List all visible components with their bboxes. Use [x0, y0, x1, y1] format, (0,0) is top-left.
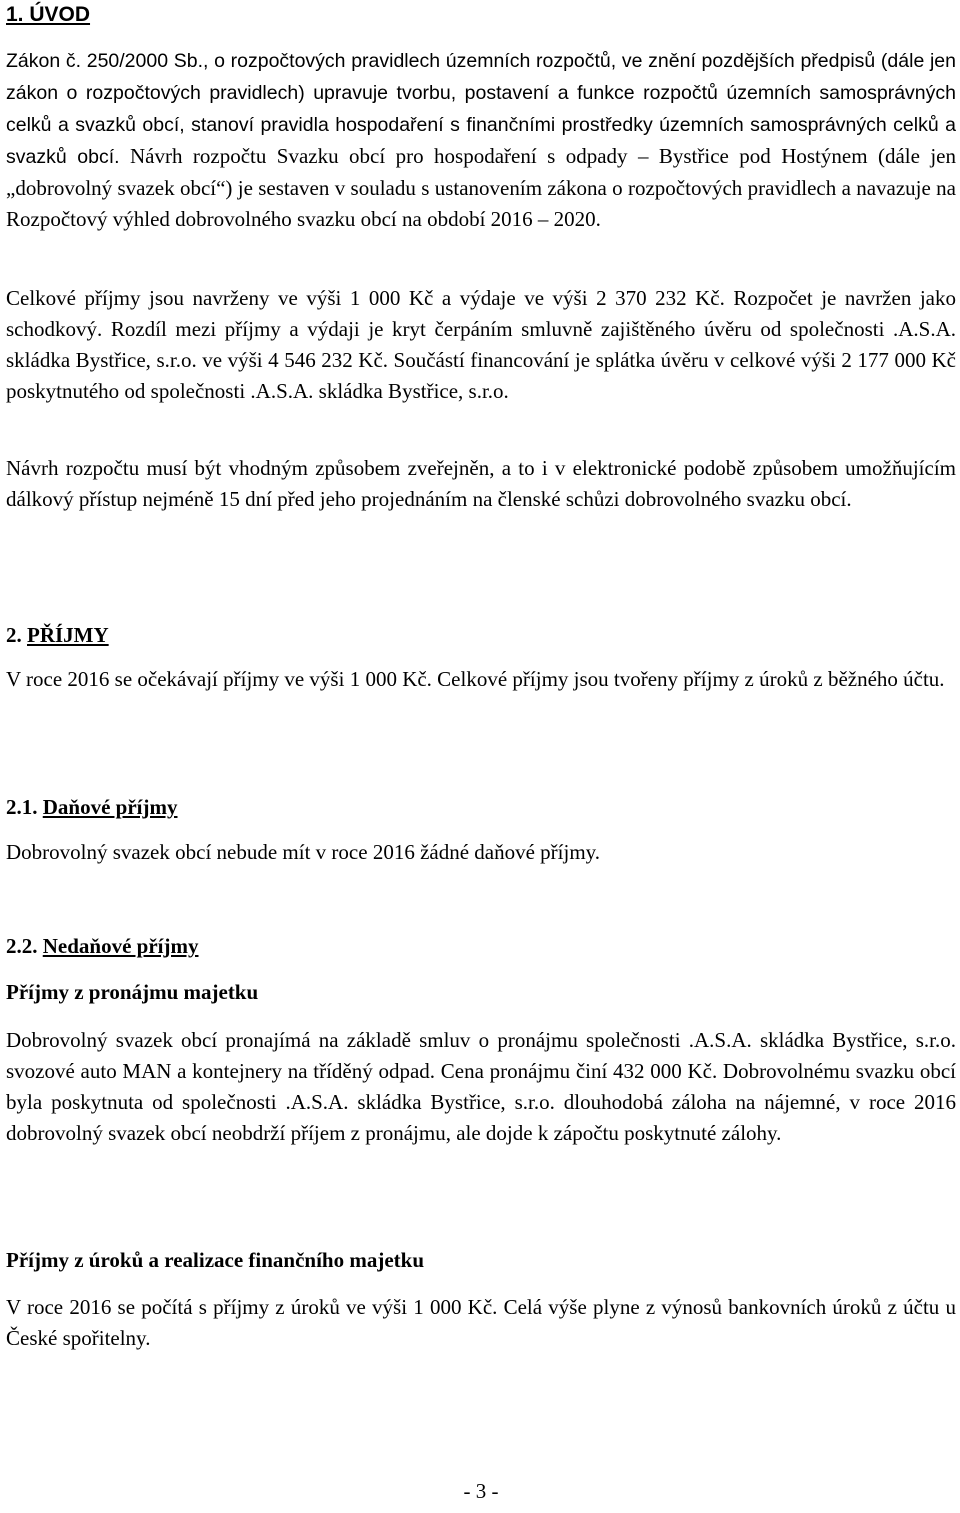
interest-income-paragraph: V roce 2016 se počítá s příjmy z úroků ve výši 1 000 Kč. Celá výše plyne z výnosů bankovních úroků z účtu u České spořitelny.: [6, 1295, 956, 1350]
rental-income-title: Příjmy z pronájmu majetku: [6, 980, 259, 1004]
interest-income-title: Příjmy z úroků a realizace finančního majetku: [6, 1248, 425, 1272]
page-number: - 3 -: [463, 1479, 499, 1503]
rental-income-paragraph: Dobrovolný svazek obcí pronajímá na základě smluv o pronájmu společnosti .A.S.A. skládka Bystřice, s.r.o. svozové auto MAN a kontejnery na tříděný odpad. Cena pronájmu činí 432 000 Kč. Dobrovolnému svazku obcí byla poskytnuta od společnosti .A.S.A. skládka Bystřice, s.r.o. dlouhodobá záloha na nájemné, v roce 2016 dobrovolný svazek obcí neobdrží příjem z pronájmu, ale dojde k zápočtu poskytnuté zálohy.: [6, 1028, 956, 1145]
section-2-2-title: [6, 931, 956, 961]
section-1-title: 1. ÚVOD: [6, 3, 91, 26]
totals-paragraph: Celkové příjmy jsou navrženy ve výši 1 000 Kč a výdaje ve výši 2 370 232 Kč. Rozpočet je navržen jako schodkový. Rozdíl mezi příjmy a výdaji je kryt čerpáním smluvně zajištěného úvěru od společnosti .A.S.A. skládka Bystřice, s.r.o. ve výši 4 546 232 Kč. Součástí financování je splátka úvěru v celkové výši 2 177 000 Kč poskytnutého od společnosti .A.S.A. skládka Bystřice, s.r.o.: [6, 286, 956, 403]
section-2-1-title: [6, 792, 956, 822]
section-2-number: 2.: [6, 623, 27, 647]
section-2-2: [6, 931, 956, 1149]
section-1-intro: [6, 45, 956, 235]
interest-income: [6, 1245, 956, 1354]
section-2-title: [6, 620, 956, 650]
section-2-title-text: PŘÍJMY: [27, 623, 109, 647]
section-2-1: [6, 792, 956, 868]
section-2-1-paragraph: Dobrovolný svazek obcí nebude mít v roce 2016 žádné daňové příjmy.: [6, 840, 601, 864]
section-2-1-title-text: Daňové příjmy: [42, 795, 178, 819]
publication-paragraph: Návrh rozpočtu musí být vhodným způsobem zveřejněn, a to i v elektronické podobě způsobem umožňujícím dálkový přístup nejméně 15 dní před jeho projednáním na členské schůzi dobrovolného svazku obcí.: [6, 456, 956, 511]
intro-draft-text: Návrh rozpočtu Svazku obcí pro hospodaření s odpady – Bystřice pod Hostýnem (dále jen „dobrovolný svazek obcí“) je sestaven v souladu s ustanovením zákona o rozpočtových pravidlech a navazuje na Rozpočtový výhled dobrovolného svazku obcí na období 2016 – 2020.: [6, 144, 956, 231]
section-2-2-number: 2.2.: [6, 934, 43, 958]
section-1-publication: [6, 453, 956, 515]
section-2-2-title-text: Nedaňové příjmy: [42, 934, 199, 958]
section-2: [6, 620, 956, 695]
intro-paragraph: [6, 45, 956, 235]
intro-law-text: Zákon č. 250/2000 Sb., o rozpočtových pravidlech územních rozpočtů, ve znění pozdějších předpisů (dále jen zákon o rozpočtových pravidlech) upravuje tvorbu, postavení a funkce rozpočtů územních samosprávných celků a svazků obcí, stanoví pravidla hospodaření s finančními prostředky územních samosprávných celků a svazků obcí.: [6, 50, 956, 168]
section-1-totals: [6, 283, 956, 407]
section-2-1-number: 2.1.: [6, 795, 43, 819]
section-2-paragraph: V roce 2016 se očekávají příjmy ve výši 1 000 Kč. Celkové příjmy jsou tvořeny příjmy z úroků z běžného účtu.: [6, 667, 945, 691]
